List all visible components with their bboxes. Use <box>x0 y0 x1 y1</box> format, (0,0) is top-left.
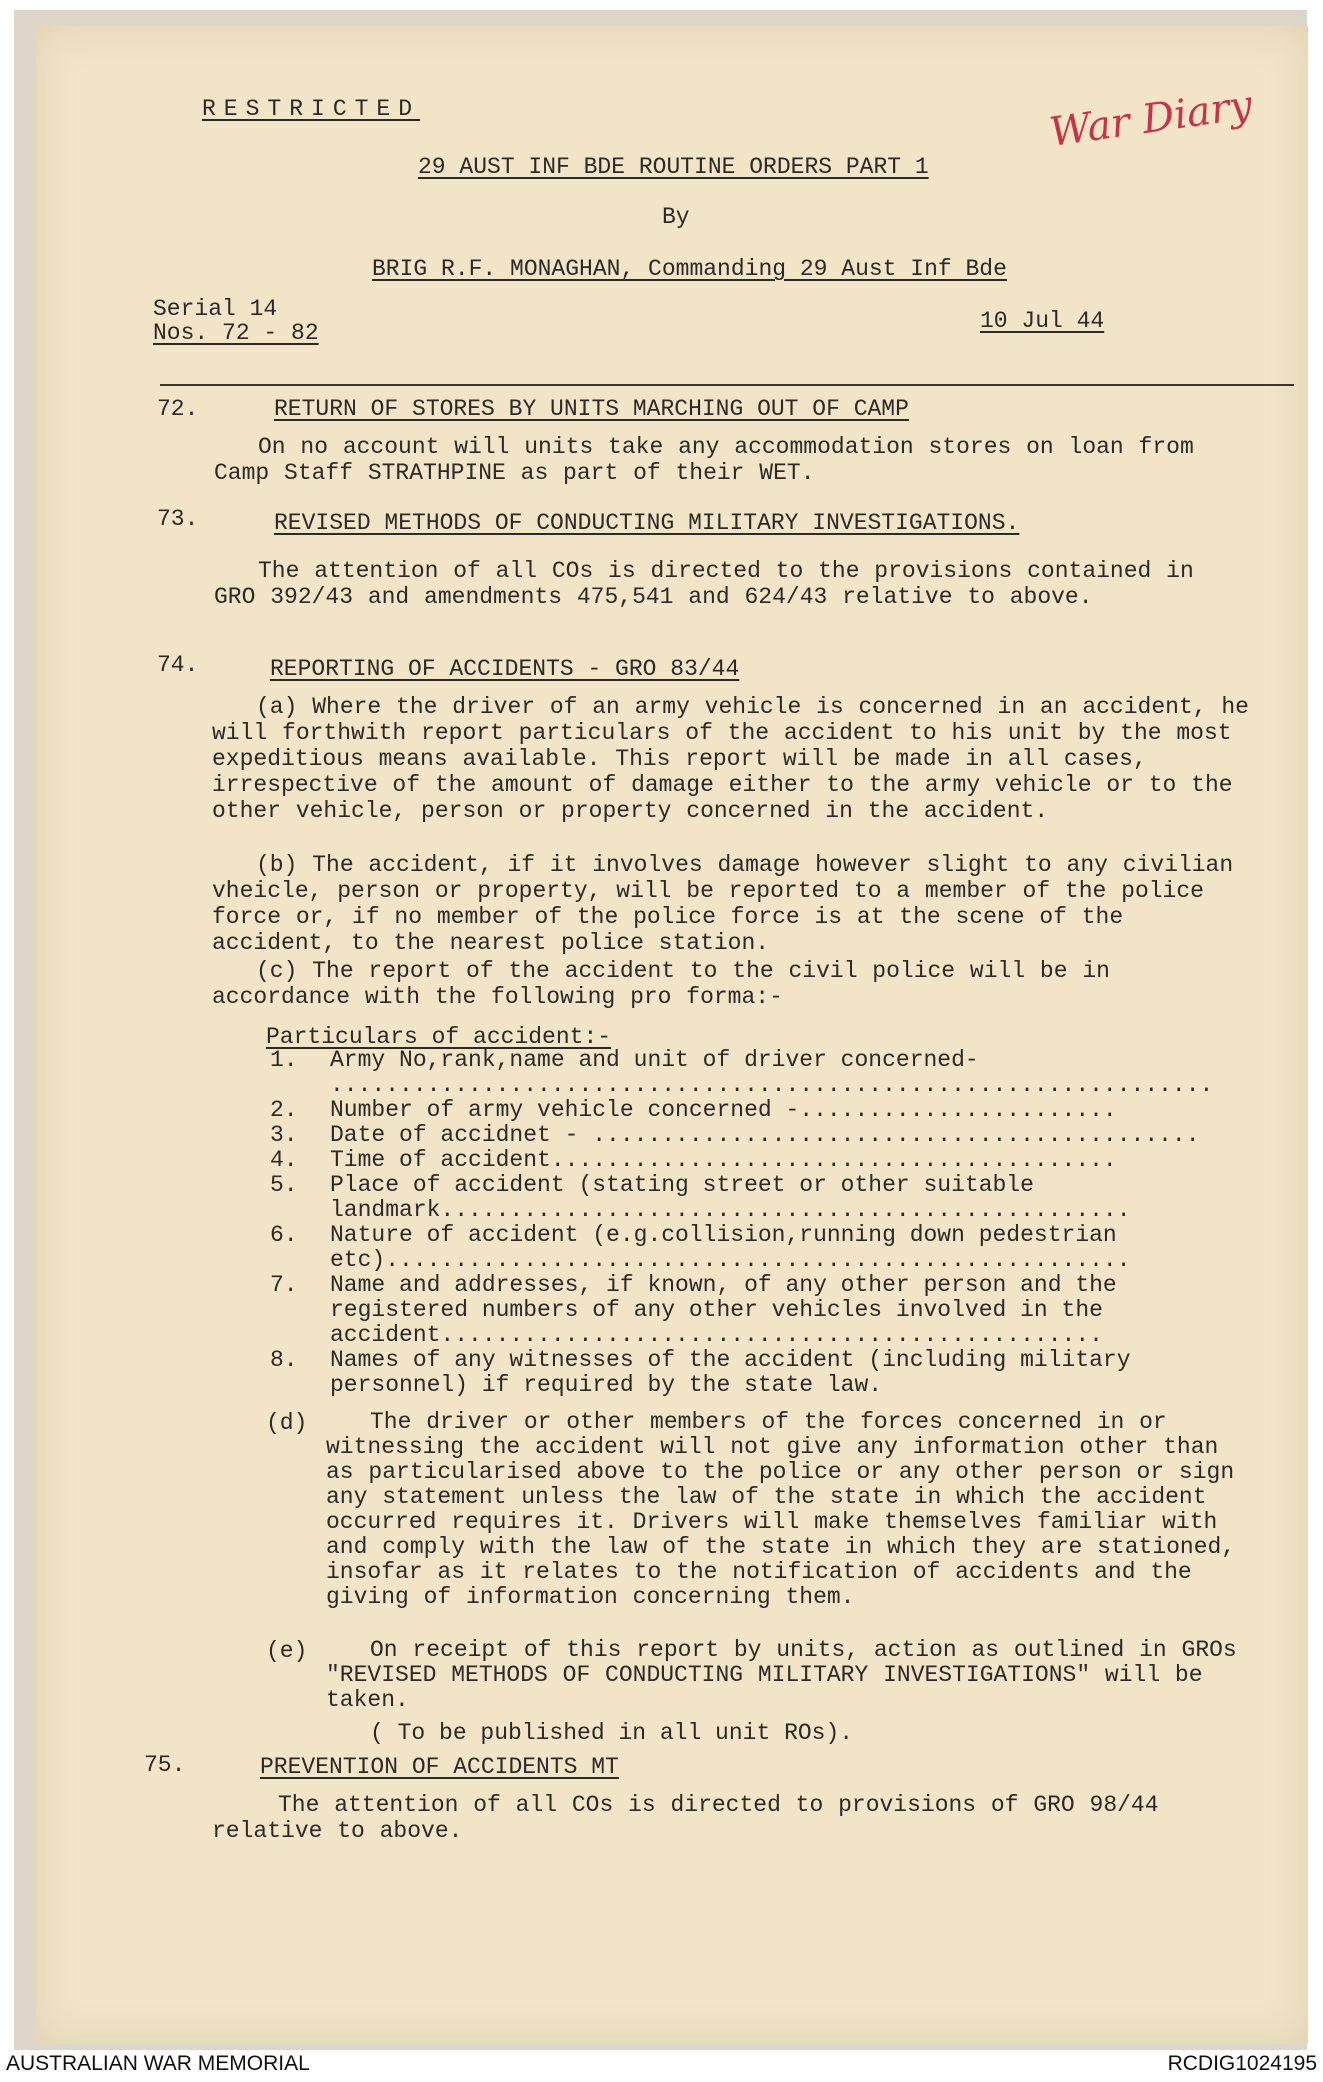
order-73-body: The attention of all COs is directed to the provisions contained in GRO 392/43 and amendments 475,541 and 624/43 relative to above. <box>214 558 1194 610</box>
order-72-number: 72. <box>157 396 199 422</box>
order-74-para-e-label: (e) <box>266 1638 308 1664</box>
classification-label: RESTRICTED <box>202 96 421 122</box>
document-page <box>36 26 1308 2044</box>
document-title: 29 AUST INF BDE ROUTINE ORDERS PART 1 <box>418 154 929 180</box>
serial-number: Serial 14 <box>153 296 278 322</box>
footer-institution: AUSTRALIAN WAR MEMORIAL <box>6 2052 310 2075</box>
order-75-body: The attention of all COs is directed to provisions of GRO 98/44 relative to above. <box>212 1792 1159 1844</box>
particular-text: Army No,rank,name and unit of driver concerned- <box>330 1047 979 1073</box>
particular-number: 3. <box>270 1122 298 1148</box>
publish-note: ( To be published in all unit ROs). <box>370 1720 854 1746</box>
particular-number: 7. <box>270 1272 298 1298</box>
particular-number: 6. <box>270 1222 298 1248</box>
order-74-para-a: (a) Where the driver of an army vehicle is concerned in an accident, he will forthwith report particulars of the accident to his unit by the most expeditious means available. This report will be made in all cases, irrespective of the amount of damage either to the army vehicle or to the other vehicle, person or property concerned in the accident. <box>212 694 1249 824</box>
scan-frame <box>14 10 1307 2050</box>
particular-number: 5. <box>270 1172 298 1198</box>
particular-text: Names of any witnesses of the accident (including military <box>330 1347 1131 1373</box>
handwritten-note: War Diary <box>1046 82 1255 156</box>
commander-line: BRIG R.F. MONAGHAN, Commanding 29 Aust Inf Bde <box>372 256 1007 282</box>
order-74-para-c: (c) The report of the accident to the civil police will be in accordance with the following pro forma:- <box>212 958 1110 1010</box>
particular-text: landmark.................................................. <box>330 1197 1131 1223</box>
particular-text: Name and addresses, if known, of any other person and the <box>330 1272 1117 1298</box>
particular-number: 8. <box>270 1347 298 1373</box>
particular-text: Nature of accident (e.g.collision,running down pedestrian <box>330 1222 1117 1248</box>
particular-text: Place of accident (stating street or other suitable <box>330 1172 1034 1198</box>
particular-text: registered numbers of any other vehicles involved in the <box>330 1297 1103 1323</box>
order-numbers: Nos. 72 - 82 <box>153 320 319 346</box>
header-divider <box>160 384 1294 386</box>
order-72-heading: RETURN OF STORES BY UNITS MARCHING OUT OF CAMP <box>274 396 909 422</box>
particular-text: Date of accidnet - ............................................ <box>330 1122 1200 1148</box>
footer-record-id: RCDIG1024195 <box>1167 2052 1317 2075</box>
particular-number: 2. <box>270 1097 298 1123</box>
order-73-number: 73. <box>157 506 199 532</box>
document-date: 10 Jul 44 <box>980 308 1105 334</box>
order-75-heading: PREVENTION OF ACCIDENTS MT <box>260 1754 619 1780</box>
particular-number: 4. <box>270 1147 298 1173</box>
particular-text: Number of army vehicle concerned -....................... <box>330 1097 1117 1123</box>
order-74-para-d-label: (d) <box>266 1410 308 1436</box>
particular-text: etc)...................................................... <box>330 1247 1131 1273</box>
order-74-heading: REPORTING OF ACCIDENTS - GRO 83/44 <box>270 656 740 682</box>
particular-text: ................................................................ <box>330 1072 1214 1098</box>
particular-text: personnel) if required by the state law. <box>330 1372 883 1398</box>
particulars-heading: Particulars of accident:- <box>266 1024 612 1050</box>
by-line: By <box>662 204 690 230</box>
order-74-number: 74. <box>157 652 199 678</box>
order-74-para-d: The driver or other members of the forces concerned in or witnessing the accident will not give any information other than as particularised above to the police or any other person or sign any statement unless the law of the state in which the accident occurred requires it. Drivers will make themselves familiar with and comply with the law of the state in which they are stationed, insofar as it relates to the notification of accidents and the giving of information concerning them. <box>326 1409 1236 1610</box>
particular-text: accident................................................ <box>330 1322 1103 1348</box>
order-74-para-b: (b) The accident, if it involves damage however slight to any civilian vheicle, person or property, will be reported to a member of the police force or, if no member of the police force is at the scene of the accident, to the nearest police station. <box>212 852 1234 956</box>
order-73-heading: REVISED METHODS OF CONDUCTING MILITARY INVESTIGATIONS. <box>274 510 1020 536</box>
order-74-para-e: On receipt of this report by units, action as outlined in GROs "REVISED METHODS OF CONDUCTING MILITARY INVESTIGATIONS" will be taken. <box>326 1637 1237 1713</box>
particular-text: Time of accident......................................... <box>330 1147 1117 1173</box>
order-75-number: 75. <box>144 1752 186 1778</box>
order-72-body: On no account will units take any accommodation stores on loan from Camp Staff STRATHPINE as part of their WET. <box>214 434 1194 486</box>
particular-number: 1. <box>270 1047 298 1073</box>
